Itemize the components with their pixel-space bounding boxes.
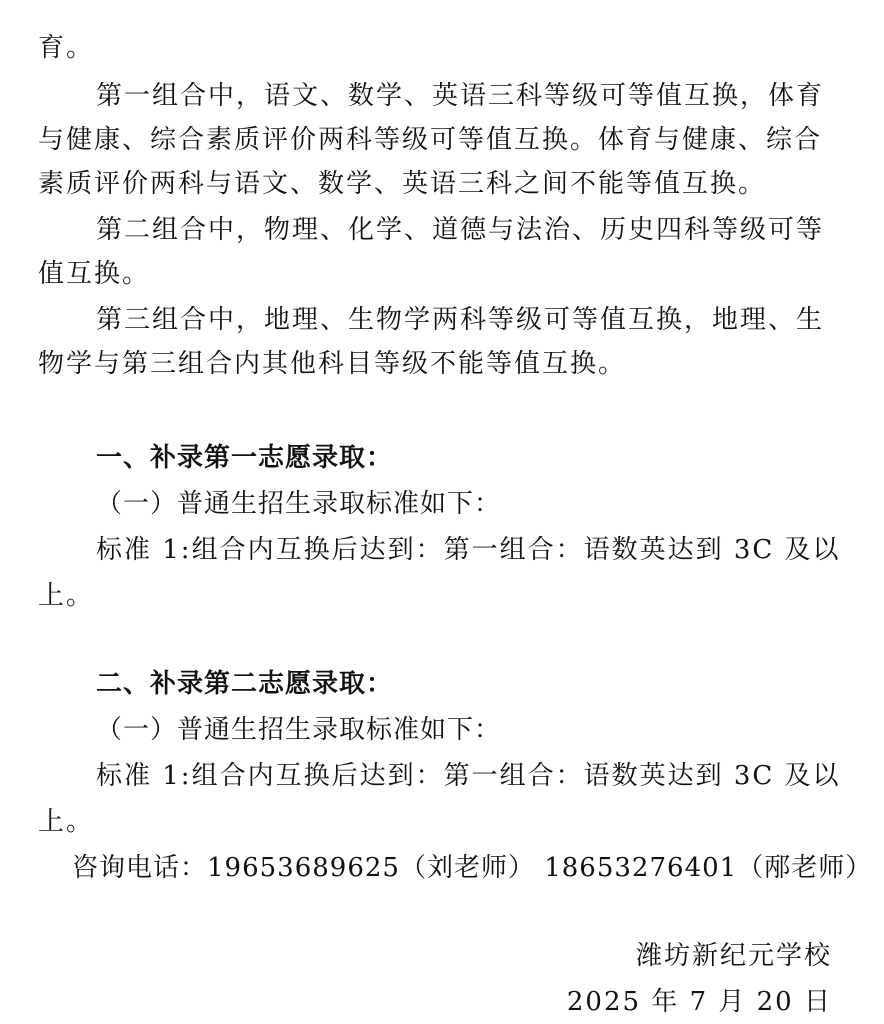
section1-heading: 一、补录第一志愿录取： [96, 443, 394, 473]
paragraph-line: 第二组合中，物理、化学、道德与法治、历史四科等级可等 [96, 215, 825, 245]
paragraph-line: 第一组合中，语文、数学、英语三科等级可等值互换，体育 [96, 81, 825, 111]
paragraph-line: 物学与第三组合内其他科目等级不能等值互换。 [38, 349, 627, 379]
paragraph-line: 第三组合中，地理、生物学两科等级可等值互换，地理、生 [96, 305, 825, 335]
paragraph-line: 育。 [38, 33, 95, 63]
signature-date: 2025 年 7 月 20 日 [566, 987, 832, 1017]
section1-subheading: （一）普通生招生录取标准如下： [96, 489, 502, 519]
section1-criteria-line: 标准 1:组合内互换后达到：第一组合：语数英达到 3C 及以 [96, 535, 841, 565]
contact-phone: 咨询电话：19653689625（刘老师） 18653276401（邴老师） [72, 853, 873, 883]
paragraph-line: 与健康、综合素质评价两科等级可等值互换。体育与健康、综合 [38, 125, 823, 155]
section1-criteria-line: 上。 [38, 581, 95, 611]
paragraph-line: 素质评价两科与语文、数学、英语三科之间不能等值互换。 [38, 169, 767, 199]
section2-subheading: （一）普通生招生录取标准如下： [96, 715, 502, 745]
section2-criteria-line: 上。 [38, 807, 95, 837]
section2-heading: 二、补录第二志愿录取： [96, 669, 394, 699]
signature-school: 潍坊新纪元学校 [635, 941, 832, 971]
paragraph-line: 值互换。 [38, 259, 151, 289]
section2-criteria-line: 标准 1:组合内互换后达到：第一组合：语数英达到 3C 及以 [96, 761, 841, 791]
